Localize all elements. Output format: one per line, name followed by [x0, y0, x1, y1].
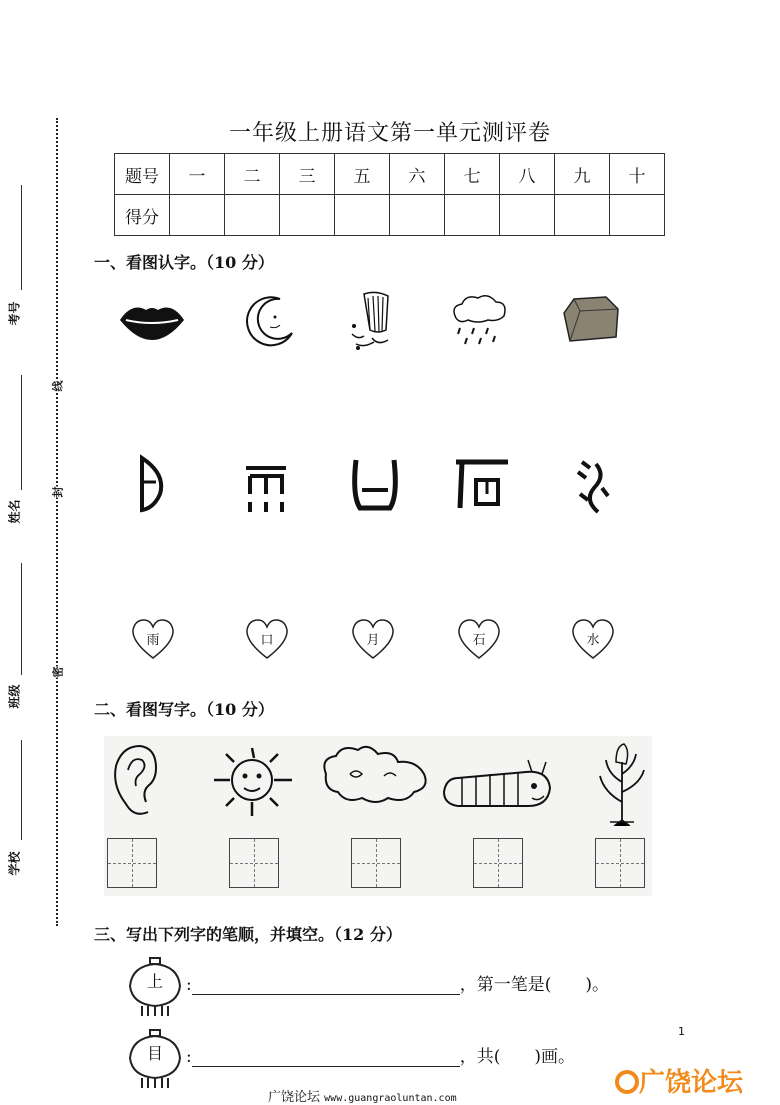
binding-field-exam-number: 考号	[7, 301, 22, 326]
score-cell[interactable]	[500, 195, 555, 236]
score-cell[interactable]	[445, 195, 500, 236]
writing-grid-3[interactable]	[351, 838, 401, 888]
binding-blank-class[interactable]	[21, 563, 22, 675]
score-col-8: 九	[555, 154, 610, 195]
binding-mark-secret: 密	[48, 667, 68, 678]
lantern-char-2	[128, 1028, 182, 1090]
score-table-label-score: 得分	[115, 195, 170, 236]
score-cell[interactable]	[335, 195, 390, 236]
writing-grid-5[interactable]	[595, 838, 645, 888]
grain-plant-icon	[596, 742, 648, 826]
heart-answer-1[interactable]	[130, 618, 176, 660]
heart-answer-4[interactable]	[456, 618, 502, 660]
lantern-char-1	[128, 956, 182, 1018]
ancient-rain-glyph	[242, 462, 290, 516]
ancient-mouth-glyph	[350, 456, 400, 514]
score-col-9: 十	[610, 154, 665, 195]
heart-char: 雨	[146, 633, 160, 648]
moon-icon	[240, 295, 296, 351]
heart-char: 水	[586, 633, 600, 648]
score-table-header-row	[115, 154, 665, 195]
binding-blank-name[interactable]	[21, 375, 22, 490]
lantern-char: 上	[146, 972, 163, 991]
score-cell[interactable]	[555, 195, 610, 236]
stroke-order-prompt-1: ，第一笔是( )。	[459, 975, 609, 995]
section-3-heading: 三、写出下列字的笔顺，并填空。（12 分）	[94, 925, 402, 944]
score-table-label-question: 题号	[115, 154, 170, 195]
score-cell[interactable]	[390, 195, 445, 236]
score-col-4: 五	[335, 154, 390, 195]
site-logo	[615, 1062, 743, 1099]
colon: :	[186, 1047, 192, 1067]
waterfall-icon	[348, 290, 398, 352]
score-cell[interactable]	[225, 195, 280, 236]
ancient-stone-glyph	[452, 458, 512, 512]
lantern-char: 目	[146, 1044, 163, 1063]
writing-grid-4[interactable]	[473, 838, 523, 888]
ancient-moon-glyph	[136, 454, 166, 514]
rain-cloud-icon	[448, 292, 510, 348]
binding-mark-line: 线	[48, 381, 68, 392]
score-table-score-row	[115, 195, 665, 236]
score-cell[interactable]	[610, 195, 665, 236]
binding-field-school: 学校	[7, 851, 22, 876]
binding-blank-school[interactable]	[21, 740, 22, 840]
score-cell[interactable]	[280, 195, 335, 236]
score-col-6: 七	[445, 154, 500, 195]
stroke-order-answer-line-1[interactable]	[192, 976, 460, 995]
colon: :	[186, 975, 192, 995]
binding-field-name: 姓名	[7, 499, 22, 524]
heart-answer-3[interactable]	[350, 618, 396, 660]
binding-mark-seal: 封	[48, 487, 68, 498]
mouth-icon	[118, 300, 186, 342]
stone-icon	[560, 293, 622, 345]
binding-blank-exam-number[interactable]	[21, 185, 22, 290]
logo-text: 广饶论坛	[639, 1068, 744, 1098]
heart-char: 石	[472, 633, 486, 648]
score-cell[interactable]	[170, 195, 225, 236]
exam-title: 一年级上册语文第一单元测评卷	[228, 121, 551, 146]
writing-grid-1[interactable]	[107, 838, 157, 888]
heart-char: 月	[366, 633, 380, 648]
stroke-order-row-2	[186, 1042, 575, 1067]
ancient-water-glyph	[572, 458, 612, 516]
stroke-order-row-1	[186, 970, 609, 995]
score-col-1: 一	[170, 154, 225, 195]
stroke-order-prompt-2: ，共( )画。	[459, 1047, 575, 1067]
score-col-3: 三	[280, 154, 335, 195]
binding-dotted-line	[56, 118, 58, 926]
score-col-5: 六	[390, 154, 445, 195]
score-col-2: 二	[225, 154, 280, 195]
heart-answer-5[interactable]	[570, 618, 616, 660]
section-1-heading: 一、看图认字。（10 分）	[94, 253, 274, 272]
section-2-heading: 二、看图写字。（10 分）	[94, 700, 274, 719]
heart-answer-2[interactable]	[244, 618, 290, 660]
heart-char: 口	[260, 633, 274, 648]
ear-icon	[108, 742, 160, 820]
logo-g-icon	[615, 1070, 639, 1094]
sun-icon	[208, 740, 300, 820]
binding-field-class: 班级	[7, 684, 22, 709]
footer-watermark	[268, 1086, 457, 1105]
footer-site-name: 广饶论坛	[268, 1090, 321, 1105]
writing-grid-2[interactable]	[229, 838, 279, 888]
page-number: 1	[678, 1025, 685, 1038]
score-col-7: 八	[500, 154, 555, 195]
score-table	[114, 153, 665, 236]
stroke-order-answer-line-2[interactable]	[192, 1048, 460, 1067]
caterpillar-icon	[440, 752, 556, 814]
footer-site-url: www.guangraoluntan.com	[324, 1093, 457, 1104]
cloud-icon	[320, 744, 432, 810]
